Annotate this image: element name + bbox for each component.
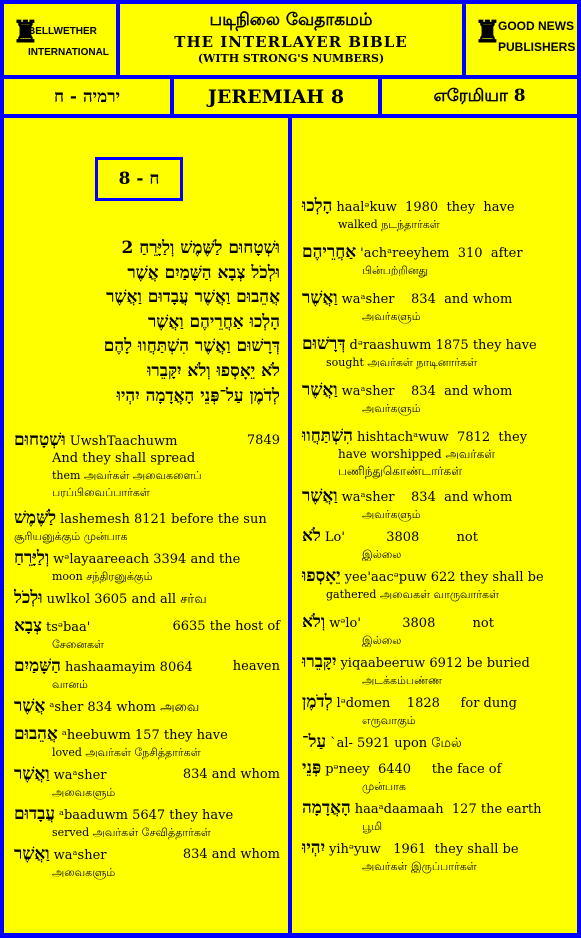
- left-logo-line2: INTERNATIONAL: [28, 47, 109, 58]
- hebrew-word: וּשְׁטָחוּם: [14, 430, 66, 450]
- translit: yiqaabeeruw 6912 be buried: [340, 656, 530, 671]
- hebrew-word: צְבָא: [14, 616, 43, 636]
- translit: yihᵊyuw 1961 they shall be: [329, 842, 519, 857]
- strong-number: 834 and whom: [182, 847, 280, 862]
- hebrew-line: אֲהֵבוּם וַאֲשֶׁר עֲבָדוּם וַאֲשֶׁר: [106, 287, 280, 308]
- translit: hishtachᵃwuw 7812 they: [356, 430, 528, 445]
- translit: tsᵊbaa': [46, 620, 91, 635]
- word-entry: [302, 244, 568, 290]
- word-entry: [302, 428, 568, 488]
- left-logo-line1: BELLWETHER: [28, 26, 97, 37]
- tamil-gloss: பின்பற்றினது: [362, 264, 429, 277]
- tamil-gloss: முன்பாக: [362, 780, 406, 793]
- nav-english[interactable]: [174, 79, 378, 114]
- title-subtitle: (WITH STRONG'S NUMBERS): [197, 52, 385, 65]
- left-logo-box: [4, 4, 116, 75]
- hebrew-word: וּלְכֹל: [14, 588, 43, 608]
- translit: ᵃbaaduwm 5647 they have: [58, 808, 234, 823]
- tamil-gloss: பூமி: [362, 820, 383, 833]
- hebrew-line: וּלְכֹל צְבָא הַשָּׁמַיִם אֲשֶׁר: [127, 262, 280, 283]
- hebrew-word: לְדֹמֶן: [302, 692, 333, 712]
- word-entry: [14, 698, 280, 726]
- chapter-box: [95, 157, 183, 201]
- word-entry: [302, 568, 568, 614]
- hebrew-word: לַשֶּׁמֶשׁ: [14, 508, 57, 528]
- hebrew-word: וַאֲשֶׁר: [302, 486, 338, 506]
- right-logo-line1: GOOD NEWS: [498, 19, 575, 33]
- translit: lᵊdomen 1828 for dung: [336, 696, 517, 711]
- word-entry: [302, 840, 568, 880]
- tamil-gloss: அவர்களும்: [362, 310, 421, 323]
- strong-number: 7849: [246, 433, 280, 448]
- hebrew-word: הִשְׁתַּחֲווּ: [302, 426, 353, 446]
- hebrew-word: אַחֲרֵיהֶם: [302, 242, 357, 262]
- hebrew-line: לֹא יֵאָסְפוּ וְלֹא יִקָּבֵרוּ: [147, 360, 280, 381]
- translit: dᵊraashuwm 1875 they have: [349, 338, 537, 353]
- translit: waᵃsher 834 and whom: [341, 490, 513, 505]
- right-entries: [302, 198, 568, 880]
- translit: uwlkol 3605 and all சர்வ: [46, 592, 207, 607]
- hebrew-line: הָלְכוּ אַחֲרֵיהֶם וַאֲשֶׁר: [147, 311, 280, 332]
- translit: lashemesh 8121 before the sun: [60, 512, 267, 527]
- translit: ᵃsher 834 whom அவை: [49, 700, 200, 715]
- hebrew-line: דְּרָשׁוּם וַאֲשֶׁר הִשְׁתַּחֲווּ לָהֶם: [103, 336, 280, 357]
- word-entry: [302, 734, 568, 760]
- tamil-gloss: அவர்களும்: [362, 508, 421, 521]
- word-entry: [14, 806, 280, 846]
- word-entry: [302, 694, 568, 734]
- word-entry: [302, 760, 568, 800]
- hebrew-word: וַאֲשֶׁר: [302, 380, 338, 400]
- translit: waᵃsher: [53, 848, 107, 863]
- tamil-gloss: அவர்கள் இருப்பார்கள்: [362, 860, 477, 873]
- word-entry: [302, 290, 568, 336]
- gloss: And they shall spread: [52, 451, 196, 466]
- word-entry: [14, 846, 280, 886]
- hebrew-word: וַאֲשֶׁר: [302, 288, 338, 308]
- hebrew-word: יֵאָסְפוּ: [302, 566, 341, 586]
- tamil-gloss: sought அவர்கள் நாடினார்கள்: [326, 356, 478, 369]
- nav-hebrew[interactable]: [4, 79, 170, 114]
- translit: waᵃsher 834 and whom: [341, 384, 513, 399]
- translit: ᵃheebuwm 157 they have: [61, 728, 228, 743]
- hebrew-word: הָלְכוּ: [302, 196, 333, 216]
- translit: Lo' 3808 not: [324, 530, 478, 545]
- translit: yee'aacᵊpuw 622 they shall be: [344, 570, 544, 585]
- hebrew-word: יִקָּבֵרוּ: [302, 652, 337, 672]
- left-entries: [14, 432, 280, 886]
- translit: hashaamayim 8064: [64, 660, 193, 675]
- tamil-gloss: சூரியனுக்கும் முன்பாக: [14, 530, 128, 543]
- word-entry: [302, 800, 568, 840]
- translit: waᵃsher: [53, 768, 107, 783]
- word-entry: [302, 528, 568, 568]
- word-entry: [14, 550, 280, 590]
- good-news-logo: [472, 14, 576, 66]
- hebrew-word: וְלַיָּרֵחַ: [14, 548, 50, 568]
- nav-tamil-label: எரேமியா 8: [433, 85, 526, 106]
- translit: waᵃsher 834 and whom: [341, 292, 513, 307]
- strong-number: heaven: [232, 659, 280, 674]
- bellwether-logo: [10, 14, 110, 66]
- word-entry: [14, 658, 280, 698]
- tamil-gloss: have worshipped அவர்கள் பணிந்துகொண்டார்கள்: [338, 447, 496, 478]
- translit: pᵊneey 6440 the face of: [325, 762, 502, 777]
- hebrew-line: לְדֹמֶן עַל־פְּנֵי הָאֲדָמָה יִהְיוּ: [116, 385, 280, 406]
- nav-tamil[interactable]: [382, 79, 577, 114]
- hebrew-line: [8, 236, 280, 261]
- word-entry: [302, 614, 568, 654]
- translit: haaᵃdaamaah 127 the earth: [354, 802, 542, 817]
- translit: 'achᵃreeyhem 310 after: [360, 246, 523, 261]
- shepherd-figure-icon: ♜: [12, 16, 39, 49]
- word-entry: [302, 198, 568, 244]
- tamil-gloss: moon சந்திரனுக்கும்: [52, 570, 153, 583]
- tamil-gloss: அவைகளும்: [52, 786, 116, 799]
- tamil-gloss: இல்லை: [362, 548, 402, 561]
- right-logo-line2: PUBLISHERS: [498, 40, 576, 54]
- hebrew-line-text: וּשְׁטָחוּם לַשֶּׁמֶשׁ וְלַיָּרֵחַ: [139, 238, 280, 258]
- hebrew-word: אֲשֶׁר: [14, 696, 46, 716]
- verse-number: 2: [121, 238, 134, 258]
- hebrew-word: הַשָּׁמַיִם: [14, 656, 61, 676]
- tamil-gloss: சேனைகள்: [52, 638, 104, 651]
- hebrew-word: אֲהֵבוּם: [14, 724, 58, 744]
- translit: wᵊlo' 3808 not: [329, 616, 494, 631]
- tamil-gloss: அவர்களும்: [362, 402, 421, 415]
- translit: UwshTaachuwm: [69, 434, 178, 449]
- tamil-gloss: served அவர்கள் சேவித்தார்கள்: [52, 826, 211, 839]
- hebrew-word: וַאֲשֶׁר: [14, 764, 50, 784]
- tamil-gloss: அடக்கம்பண்ண: [362, 674, 443, 687]
- hebrew-word: הָאֲדָמָה: [302, 798, 351, 818]
- word-entry: [14, 618, 280, 658]
- hebrew-word: לֹא: [302, 526, 321, 546]
- word-entry: [14, 432, 280, 510]
- hebrew-word: וַאֲשֶׁר: [14, 844, 50, 864]
- tamil-gloss: loved அவர்கள் நேசித்தார்கள்: [52, 746, 201, 759]
- hebrew-word: פְּנֵי: [302, 758, 322, 778]
- word-entry: [14, 590, 280, 618]
- word-entry: [302, 336, 568, 382]
- strong-number: 834 and whom: [182, 767, 280, 782]
- nav-hebrew-label: ירמיה - ח: [53, 86, 121, 107]
- chapter-label: ח - 8: [118, 169, 160, 189]
- tamil-gloss: இல்லை: [362, 634, 402, 647]
- hebrew-word: עַל־: [302, 732, 327, 752]
- right-logo-box: [466, 4, 577, 75]
- strong-number: 6635 the host of: [172, 619, 280, 634]
- tamil-gloss: வானம்: [52, 678, 88, 691]
- word-entry: [302, 654, 568, 694]
- tamil-gloss: gathered அவைகள் வாருவார்கள்: [326, 588, 499, 601]
- nav-english-label: JEREMIAH 8: [207, 85, 345, 108]
- hebrew-word: וְלֹא: [302, 612, 326, 632]
- tamil-gloss: walked நடந்தார்கள்: [338, 218, 440, 231]
- hebrew-word: יִהְיוּ: [302, 838, 326, 858]
- tamil-gloss: them அவர்கள் அவைகளைப் பரப்பிவைப்பார்கள்: [52, 469, 202, 499]
- title-box: [120, 4, 462, 75]
- statue-figure-icon: ♜: [474, 16, 501, 49]
- hebrew-word: דְּרָשׁוּם: [302, 334, 346, 354]
- tamil-gloss: அவைகளும்: [52, 866, 116, 879]
- title-tamil: படிநிலை வேதாகமம்: [209, 10, 373, 30]
- translit: haalᵊkuw 1980 they have: [336, 200, 515, 215]
- word-entry: [14, 766, 280, 806]
- hebrew-verse: [8, 236, 280, 408]
- translit: `al- 5921 upon மேல்: [330, 736, 462, 751]
- word-entry: [14, 510, 280, 550]
- word-entry: [14, 726, 280, 766]
- title-english: THE INTERLAYER BIBLE: [174, 33, 408, 51]
- hebrew-word: עֲבָדוּם: [14, 804, 55, 824]
- word-entry: [302, 382, 568, 428]
- word-entry: [302, 488, 568, 528]
- tamil-gloss: எருவாகும்: [362, 714, 416, 727]
- translit: wᵊlayaareeach 3394 and the: [53, 552, 241, 567]
